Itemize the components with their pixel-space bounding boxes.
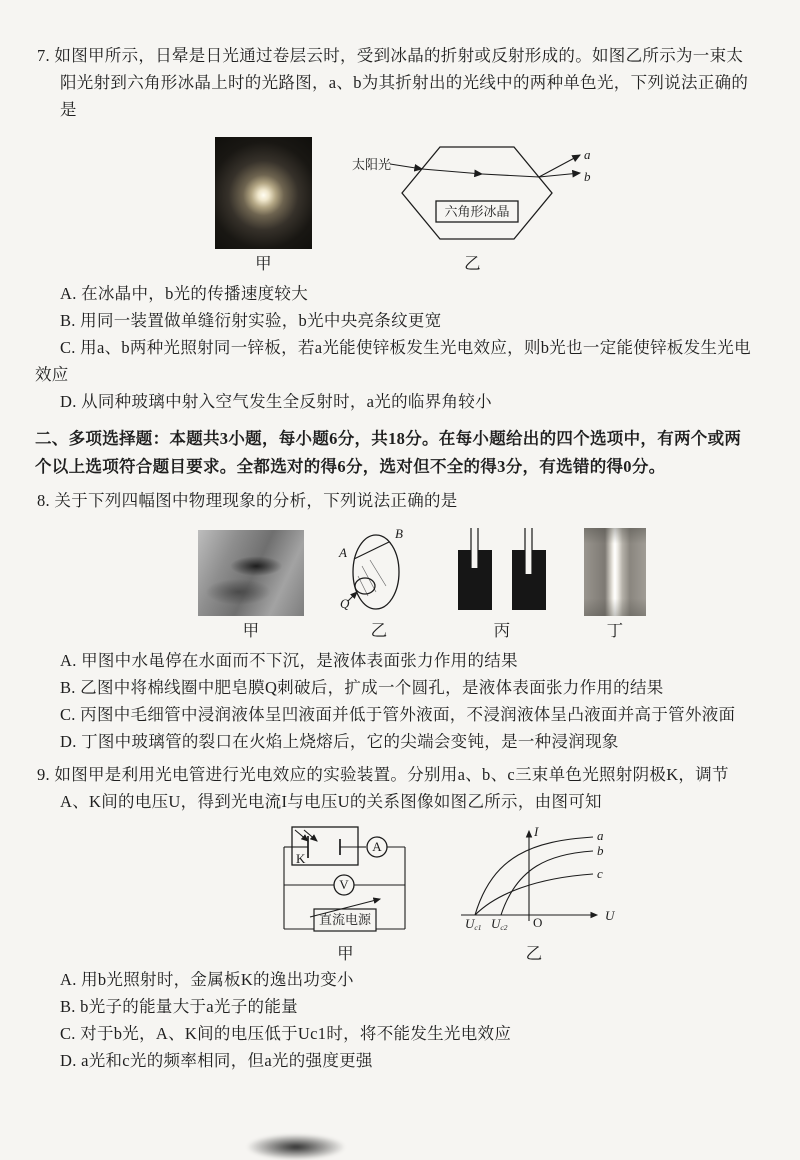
loop-q-label: Q bbox=[340, 596, 350, 611]
option-7b: B. 用同一装置做单缝衍射实验，b光中央亮条纹更宽 bbox=[60, 311, 442, 330]
sunlight-label: 太阳光 bbox=[352, 157, 392, 172]
point-a-label: A bbox=[339, 545, 347, 560]
figure-water-strider bbox=[198, 530, 304, 641]
question-8-text: 8. 关于下列四幅图中物理现象的分析，下列说法正确的是 bbox=[37, 491, 458, 510]
option-9d: D. a光和c光的频率相同，但a光的强度更强 bbox=[60, 1051, 373, 1070]
curve-c-label: c bbox=[597, 866, 603, 881]
question-7-text: 7. 如图甲所示，日晕是日光通过卷层云时，受到冰晶的折射或反射形成的。如图乙所示为一束太阳光射到六角形冰晶上时的光路图，a、b为其折射出的光线中的两种单色光，下列说法正确的是 bbox=[37, 46, 749, 119]
uc1-label: Uc1 bbox=[465, 916, 482, 932]
tube-bore-2 bbox=[525, 528, 532, 574]
question-9-figures bbox=[278, 821, 755, 964]
dc-power-label: 直流电源 bbox=[318, 912, 372, 927]
sun-halo-photo bbox=[215, 137, 312, 249]
option-9c: C. 对于b光，A、K间的电压低于Uc1时，将不能发生光电效应 bbox=[60, 1024, 512, 1043]
option-7a: A. 在冰晶中，b光的传播速度较大 bbox=[60, 284, 309, 303]
figure-capillary-tubes bbox=[454, 528, 550, 641]
option-8b: B. 乙图中将棉线圈中肥皂膜Q刺破后，扩成一个圆孔，是液体表面张力作用的结果 bbox=[60, 678, 664, 697]
figure-caption-jia: 甲 bbox=[255, 254, 272, 273]
cathode-k-label: K bbox=[296, 851, 306, 866]
curve-b-label: b bbox=[597, 843, 604, 858]
scan-smudge-artifact bbox=[246, 1134, 346, 1160]
question-7-figures bbox=[215, 131, 755, 274]
voltmeter-label: V bbox=[339, 877, 349, 892]
figure-caption-yi: 乙 bbox=[370, 621, 388, 640]
figure-caption-jia: 甲 bbox=[337, 944, 354, 963]
ray-a-label: a bbox=[584, 147, 591, 162]
question-7 bbox=[35, 42, 755, 415]
figure-caption-yi: 乙 bbox=[464, 254, 481, 273]
question-8 bbox=[35, 487, 755, 755]
figure-caption-ding: 丁 bbox=[606, 621, 624, 640]
option-7c: C. 用a、b两种光照射同一锌板，若a光能使锌板发生光电效应，则b光也一定能使锌板发生光电效应 bbox=[35, 338, 751, 384]
curve-a-label: a bbox=[597, 828, 604, 843]
figure-soap-film-loop bbox=[338, 524, 420, 641]
incident-ray bbox=[390, 164, 422, 169]
crystal-label: 六角形冰晶 bbox=[444, 204, 510, 219]
glass-tube-photo bbox=[584, 528, 646, 616]
figure-glass-tube bbox=[584, 528, 646, 641]
ray-b-label: b bbox=[584, 169, 591, 184]
wire-ring bbox=[353, 535, 399, 609]
tube-bore-1 bbox=[471, 528, 478, 568]
capillary-tubes-diagram bbox=[454, 528, 550, 616]
i-axis-label: I bbox=[534, 824, 539, 839]
figure-caption-bing: 丙 bbox=[493, 621, 511, 640]
internal-ray-2 bbox=[482, 174, 539, 177]
section-2-header: 二、多项选择题：本题共3小题，每小题6分，共18分。在每小题给出的四个选项中，有两个或两个以上选项符合题目要求。全都选对的得6分，选对但不全的得3分，有选错的得0分。 bbox=[35, 429, 742, 476]
curve-c bbox=[475, 874, 593, 915]
option-7d: D. 从同种玻璃中射入空气发生全反射时，a光的临界角较小 bbox=[60, 392, 492, 411]
option-8c: C. 丙图中毛细管中浸润液体呈凹液面并低于管外液面，不浸润液体呈凸液面并高于管外液面 bbox=[60, 705, 736, 724]
option-9b: B. b光子的能量大于a光子的能量 bbox=[60, 997, 298, 1016]
option-8d: D. 丁图中玻璃管的裂口在火焰上烧熔后，它的尖端会变钝，是一种浸润现象 bbox=[60, 732, 619, 751]
question-9-text: 9. 如图甲是利用光电管进行光电效应的实验装置。分别用a、b、c三束单色光照射阴极K，调节A、K间的电压U，得到光电流I与电压U的关系图像如图乙所示，由图可知 bbox=[37, 765, 729, 811]
origin-label: O bbox=[533, 915, 543, 930]
figure-caption-yi: 乙 bbox=[525, 944, 543, 963]
ammeter-label: A bbox=[372, 839, 382, 854]
cotton-loop bbox=[355, 578, 375, 594]
water-strider-photo bbox=[198, 530, 304, 616]
thread-ab bbox=[354, 542, 389, 559]
question-9 bbox=[35, 761, 755, 1074]
question-8-figures bbox=[198, 524, 755, 641]
uc2-label: Uc2 bbox=[491, 916, 508, 932]
hexagon-outline bbox=[402, 147, 552, 239]
photocurrent-voltage-graph bbox=[449, 821, 619, 939]
photoelectric-circuit-diagram bbox=[278, 821, 413, 939]
point-b-label: B bbox=[395, 526, 403, 541]
figure-sun-halo bbox=[215, 137, 312, 274]
soap-film-diagram bbox=[338, 524, 420, 616]
figure-ice-crystal-diagram bbox=[350, 131, 595, 274]
internal-ray bbox=[422, 169, 482, 174]
hexagon-light-path-diagram bbox=[350, 131, 595, 249]
figure-caption-jia: 甲 bbox=[242, 621, 260, 640]
figure-photoelectric-circuit bbox=[278, 821, 413, 964]
u-axis-label: U bbox=[605, 908, 615, 923]
film-hatch bbox=[370, 560, 386, 586]
curve-b bbox=[501, 851, 593, 915]
option-9a: A. 用b光照射时，金属板K的逸出功变小 bbox=[60, 970, 354, 989]
figure-iv-graph bbox=[449, 821, 619, 964]
option-8a: A. 甲图中水黾停在水面而不下沉，是液体表面张力作用的结果 bbox=[60, 651, 518, 670]
